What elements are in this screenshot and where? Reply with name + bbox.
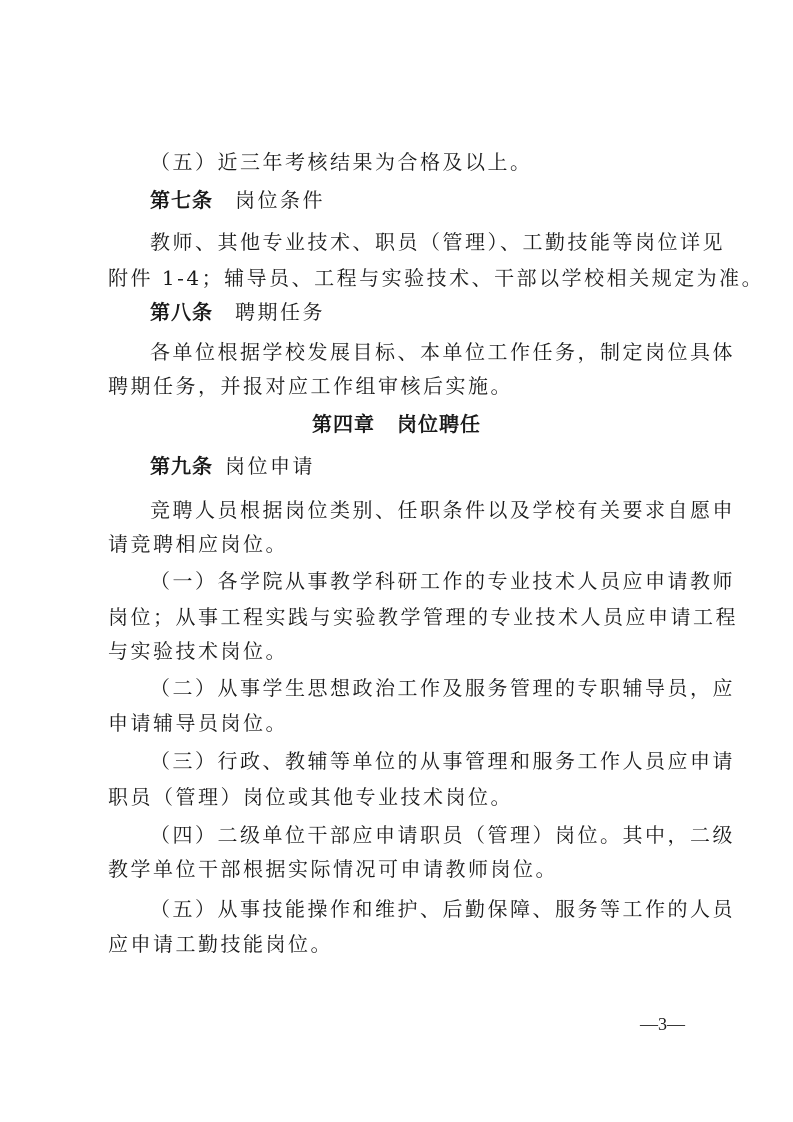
article-heading-7 xyxy=(150,186,698,214)
article-number: 第九条 xyxy=(150,454,213,478)
paragraph-line: 附件 1-4；辅导员、工程与实验技术、干部以学校相关规定为准。 xyxy=(108,266,765,290)
article-number: 第八条 xyxy=(150,300,213,324)
paragraph-line: （一）各学院从事教学科研工作的专业技术人员应申请教师 xyxy=(150,569,735,593)
paragraph-line: 各单位根据学校发展目标、本单位工作任务，制定岗位具体 xyxy=(150,340,735,364)
paragraph-line: 聘期任务，并报对应工作组审核后实施。 xyxy=(108,374,513,398)
page-number: —3— xyxy=(640,1014,685,1034)
article-heading-9 xyxy=(150,452,698,480)
paragraph-line: （五）从事技能操作和维护、后勤保障、服务等工作的人员 xyxy=(150,897,735,921)
paragraph-line: 竞聘人员根据岗位类别、任职条件以及学校有关要求自愿申 xyxy=(150,498,735,522)
paragraph-line: 与实验技术岗位。 xyxy=(108,639,288,663)
article-name: 岗位申请 xyxy=(225,454,315,478)
chapter-heading xyxy=(0,410,793,438)
article-number: 第七条 xyxy=(150,188,213,212)
paragraph-line: （五）近三年考核结果为合格及以上。 xyxy=(150,150,533,174)
article-name: 聘期任务 xyxy=(235,300,325,324)
paragraph-line: 岗位；从事工程实践与实验教学管理的专业技术人员应申请工程 xyxy=(108,605,738,629)
paragraph-line: （四）二级单位干部应申请职员（管理）岗位。其中，二级 xyxy=(150,823,735,847)
article-heading-8 xyxy=(150,298,698,326)
article-name: 岗位条件 xyxy=(235,188,325,212)
paragraph-line: 教学单位干部根据实际情况可申请教师岗位。 xyxy=(108,857,558,881)
chapter-number: 第四章 xyxy=(312,412,375,436)
paragraph-line: 应申请工勤技能岗位。 xyxy=(108,932,333,956)
paragraph-line: （二）从事学生思想政治工作及服务管理的专职辅导员，应 xyxy=(150,676,735,700)
paragraph-line: 申请辅导员岗位。 xyxy=(108,711,288,735)
paragraph-line: 请竞聘相应岗位。 xyxy=(108,532,288,556)
paragraph-line: 职员（管理）岗位或其他专业技术岗位。 xyxy=(108,785,513,809)
chapter-name: 岗位聘任 xyxy=(397,412,481,436)
paragraph-line: （三）行政、教辅等单位的从事管理和服务工作人员应申请 xyxy=(150,749,735,773)
paragraph-line: 教师、其他专业技术、职员（管理）、工勤技能等岗位详见 xyxy=(150,230,725,254)
